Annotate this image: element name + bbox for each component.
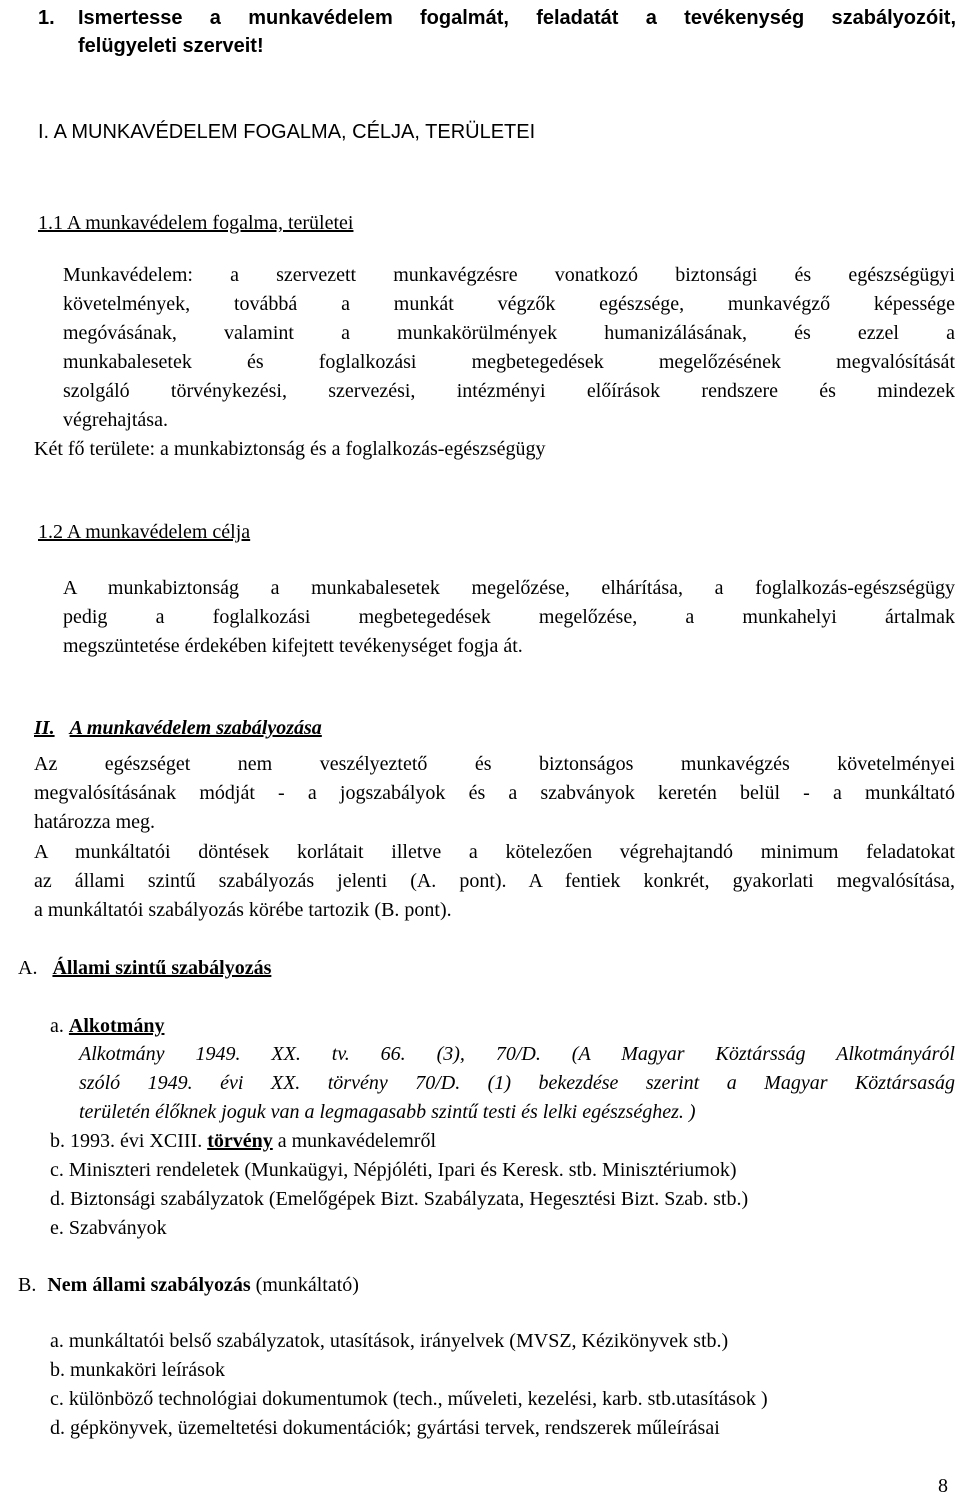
part-a-letter: A. xyxy=(18,957,38,979)
body-line: munkabalesetek és foglalkozási megbetegedések megelőzésének megvalósítását xyxy=(63,351,955,373)
part-a-item-a-heading xyxy=(50,1012,164,1040)
part-b-item: d. gépkönyvek, üzemeltetési dokumentációk; gyártási tervek, rendszerek műleírásai xyxy=(50,1417,720,1439)
body-line: határozza meg. xyxy=(34,811,156,833)
section-2-number: II. xyxy=(34,717,55,739)
part-a-item-c: c. Miniszteri rendeletek (Munkaügyi, Népjóléti, Ipari és Keresk. stb. Minisztériumok) xyxy=(50,1159,737,1181)
part-b-title-suffix: (munkáltató) xyxy=(255,1274,359,1296)
question-line-2: felügyeleti szerveit! xyxy=(78,35,264,57)
body-line: A munkabiztonság a munkabalesetek megelőzése, elhárítása, a foglalkozás-egészségügy xyxy=(63,577,955,599)
body-line: az állami szintű szabályozás jelenti (A. pont). A fentiek konkrét, gyakorlati megvalósítása, xyxy=(34,870,955,892)
page-number: 8 xyxy=(938,1475,948,1497)
body-line: követelmények, továbbá a munkát végzők egészsége, munkavégző képessége xyxy=(63,293,955,315)
body-line: szóló 1949. évi XX. törvény 70/D. (1) bekezdése szerint a Magyar Köztársaság xyxy=(79,1072,955,1094)
subsection-1-1-title: 1.1 A munkavédelem fogalma, területei xyxy=(38,212,354,234)
body-line: megóvásának, valamint a munkakörülmények humanizálásának, és ezzel a xyxy=(63,322,955,344)
part-a-heading xyxy=(18,954,271,982)
item-b-law-link: törvény xyxy=(207,1130,273,1152)
part-b-letter: B. xyxy=(18,1274,37,1296)
body-line: Alkotmány 1949. XX. tv. 66. (3), 70/D. (A Magyar Köztársság Alkotmányáról xyxy=(79,1043,955,1065)
item-b-suffix: a munkavédelemről xyxy=(277,1130,437,1152)
item-a-title: Alkotmány xyxy=(68,1015,165,1037)
main-areas-text: Két fő területe: a munkabiztonság és a foglalkozás-egészségügy xyxy=(34,438,546,460)
item-letter: a. xyxy=(50,1015,64,1037)
part-a-item-d: d. Biztonsági szabályzatok (Emelőgépek Bizt. Szabályzata, Hegesztési Bizt. Szab. stb.) xyxy=(50,1188,749,1210)
item-b-prefix: b. 1993. évi XCIII. xyxy=(50,1130,203,1152)
section-1-title: I. A MUNKAVÉDELEM FOGALMA, CÉLJA, TERÜLETEI xyxy=(38,121,536,143)
part-b-title: Nem állami szabályozás xyxy=(47,1274,251,1296)
body-line: végrehajtása. xyxy=(63,409,168,431)
part-a-item-e: e. Szabványok xyxy=(50,1217,167,1239)
part-b-item: a. munkáltatói belső szabályzatok, utasítások, irányelvek (MVSZ, Kézikönyvek stb.) xyxy=(50,1330,729,1352)
body-line: a munkáltatói szabályozás körébe tartozik (B. pont). xyxy=(34,899,452,921)
body-line: pedig a foglalkozási megbetegedések megelőzése, a munkahelyi ártalmak xyxy=(63,606,955,628)
body-line: szolgáló törvénykezési, szervezési, intézményi előírások rendszere és mindezek xyxy=(63,380,955,402)
body-line: Munkavédelem: a szervezett munkavégzésre vonatkozó biztonsági és egészségügyi xyxy=(63,264,955,286)
question-number: 1. xyxy=(38,7,55,29)
body-line: Az egészséget nem veszélyeztető és biztonságos munkavégzés követelményei xyxy=(34,753,955,775)
section-2-title: A munkavédelem szabályozása xyxy=(69,717,322,739)
subsection-1-2-title: 1.2 A munkavédelem célja xyxy=(38,521,251,543)
body-line: megvalósításának módját - a jogszabályok és a szabványok keretén belül - a munkáltató xyxy=(34,782,955,804)
question-line-1: Ismertesse a munkavédelem fogalmát, feladatát a tevékenység szabályozóit, xyxy=(78,7,956,29)
body-line: A munkáltatói döntések korlátait illetve a kötelezően végrehajtandó minimum feladatokat xyxy=(34,841,955,863)
part-b-item: c. különböző technológiai dokumentumok (tech., műveleti, kezelési, karb. stb.utasítások ) xyxy=(50,1388,768,1410)
part-a-item-b xyxy=(50,1127,436,1155)
body-line: megszüntetése érdekében kifejtett tevékenységet fogja át. xyxy=(63,635,523,657)
body-line: területén élőknek joguk van a legmagasabb szintű testi és lelki egészséghez. ) xyxy=(79,1101,696,1123)
part-a-title: Állami szintű szabályozás xyxy=(52,957,272,979)
part-b-heading xyxy=(18,1271,359,1299)
part-b-item: b. munkaköri leírások xyxy=(50,1359,225,1381)
section-2-heading xyxy=(34,714,322,742)
